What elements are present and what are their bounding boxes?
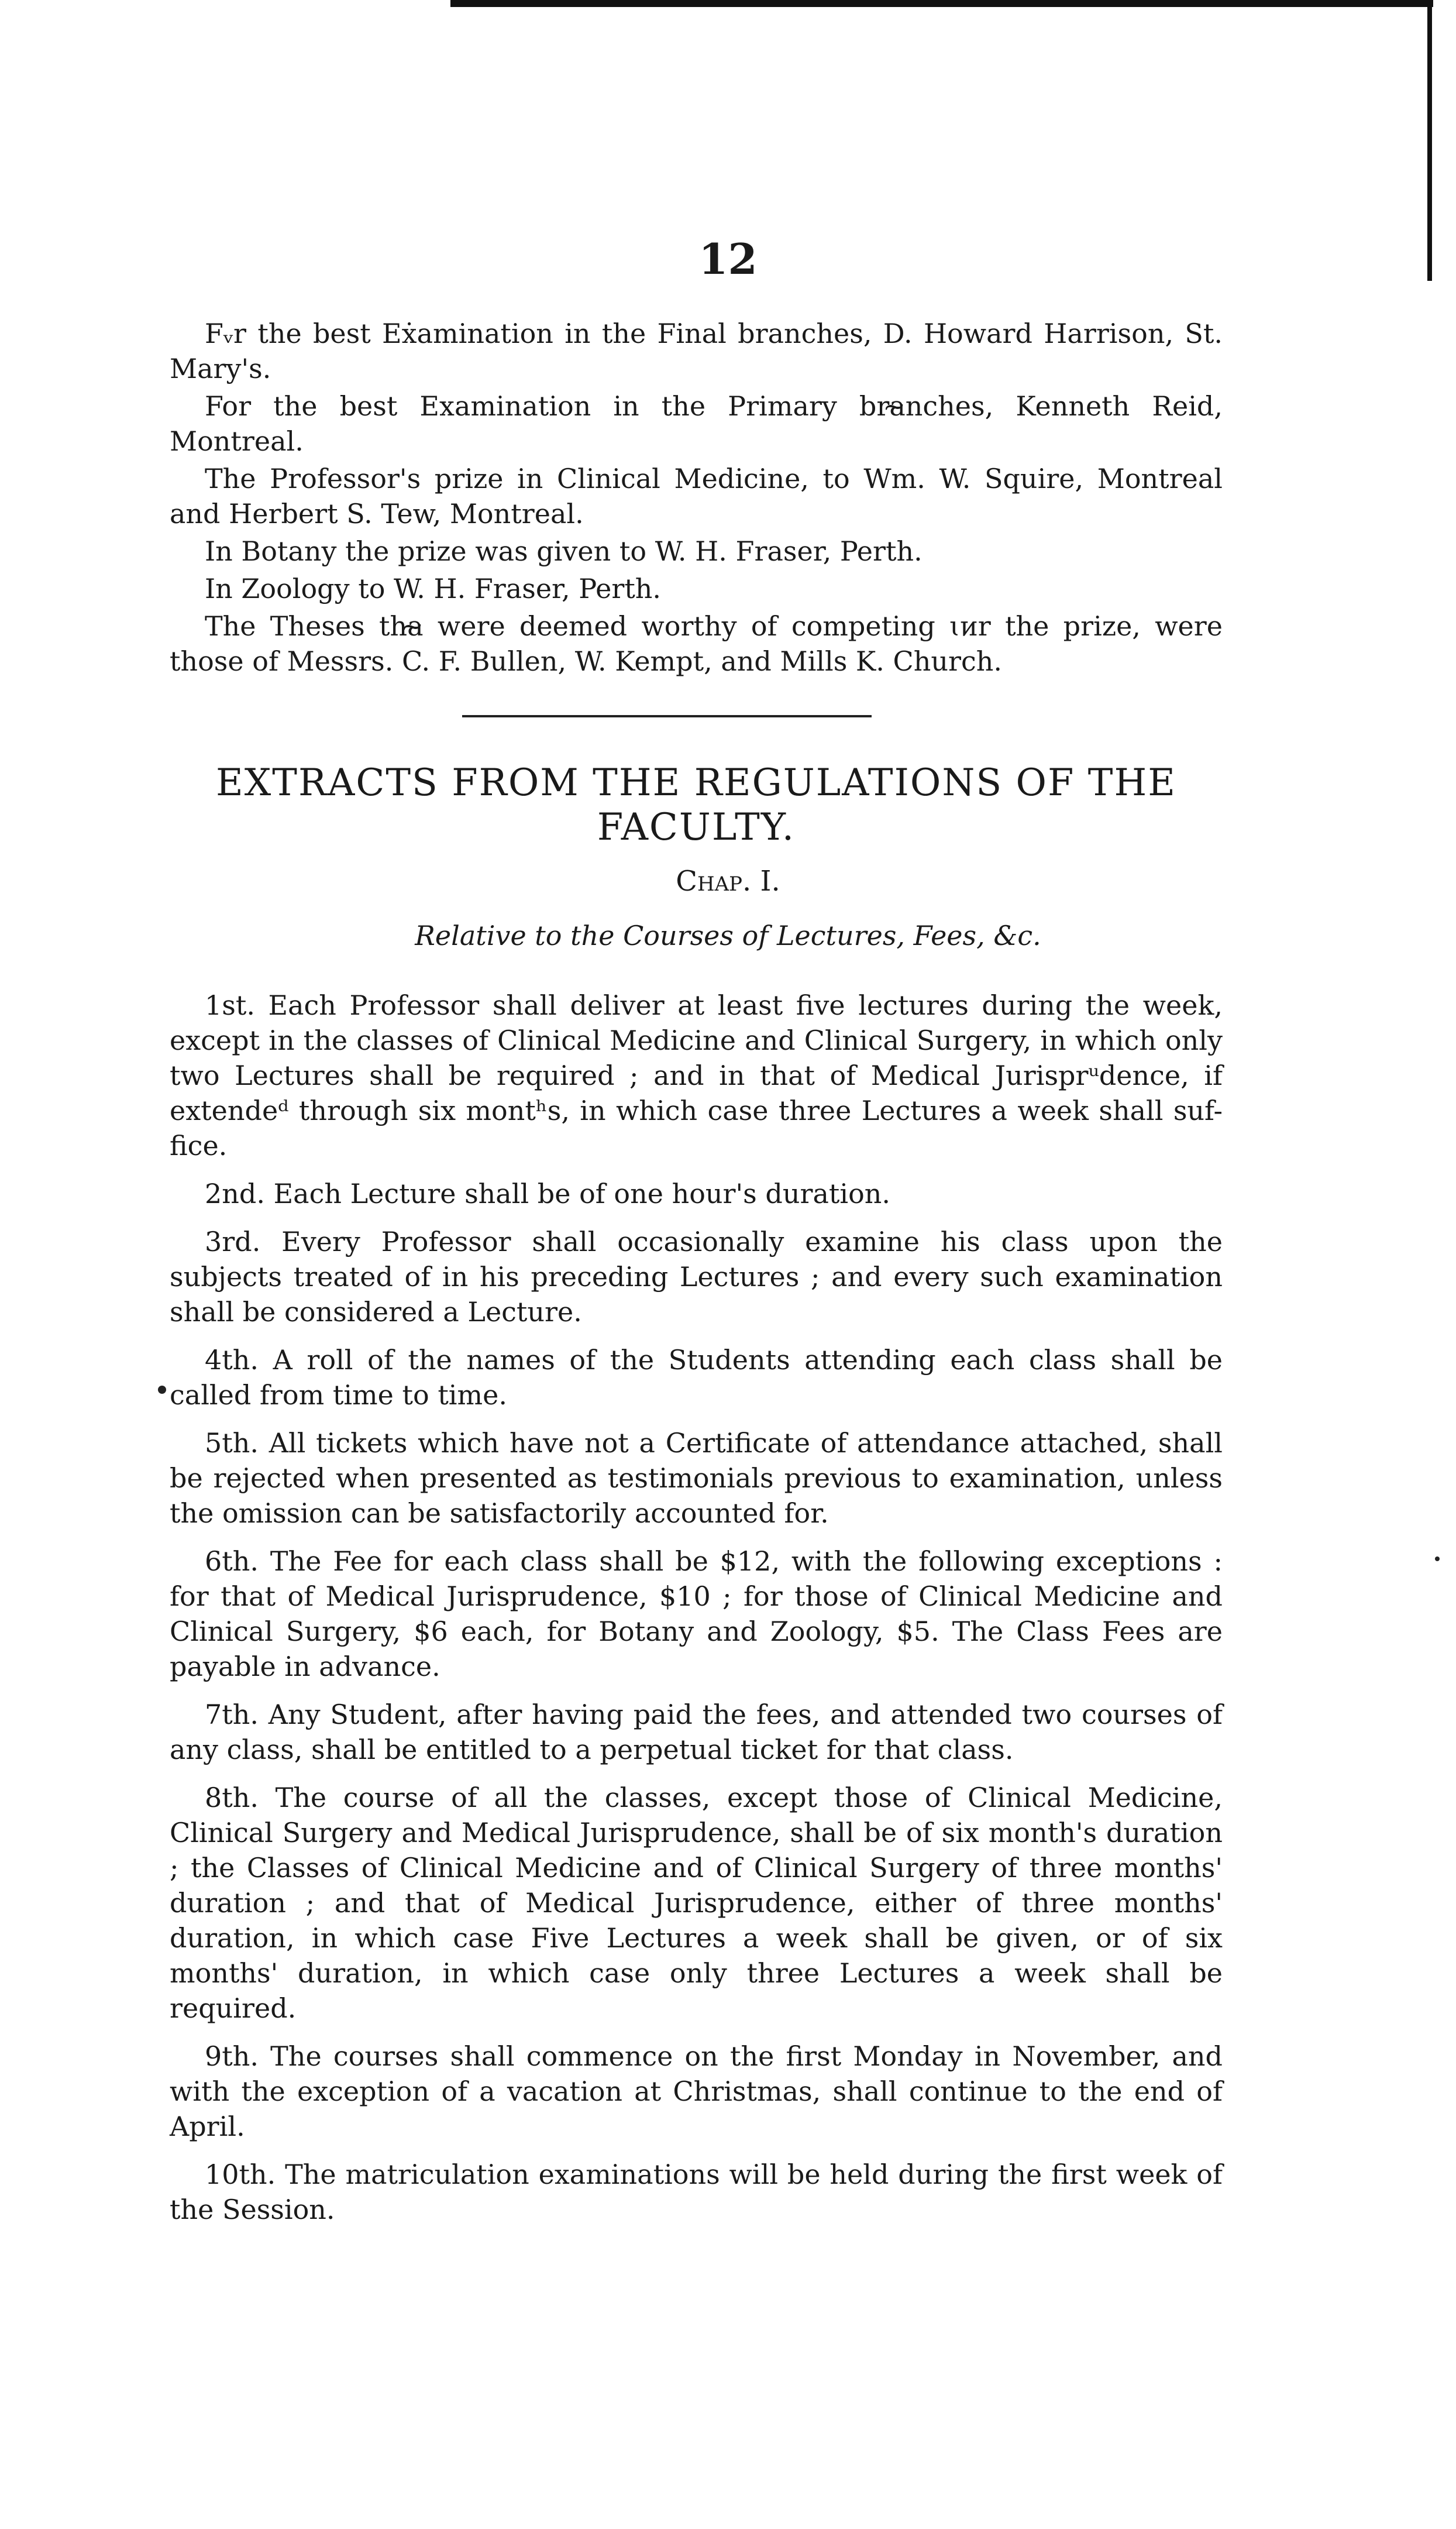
margin-dot [1435,1556,1440,1561]
regulation-1: 1st. Each Professor shall deliver at least five lectures during the week, except in the classes of Clinical Medicine and Clinical Surgery, in which only two Lectures shall be required ; and in that of Medical Jurisprᵘdence, if extendeᵈ through six montʰs, in which case three Lectures a week shall suf- fice. [170,989,1223,1162]
margin-mark [158,1386,166,1394]
chapter-subtitle: Relative to the Courses of Lectures, Fees, &c. [415,920,1041,951]
prize-clinical-medicine: The Professor's prize in Clinical Medicine, to Wm. W. Squire, Montreal and Herbert S. Tew, Montreal. [170,463,1223,530]
section-divider [462,715,872,717]
top-border-rule [450,0,1433,7]
regulation-5: 5th. All tickets which have not a Certificate of attendance attached, shall be rejected when presented as testimonials previous to examination, unless the omission can be satisfactorily accounted for. [170,1427,1223,1529]
regulation-9: 9th. The courses shall commence on the first Monday in November, and with the exception of a vacation at Christmas, shall continue to the end of April. [170,2040,1223,2142]
prize-final-branches: Fᵥr the best Eẋamination in the Final branches, D. Howard Harrison, St. Mary's. [170,318,1223,384]
page-number: 12 [698,234,758,284]
regulations-list [170,988,1223,2227]
prize-primary-branches: For the best Examination in the Primary bra̴nches, Kenneth Reid, Montreal. [170,390,1223,457]
section-heading: EXTRACTS FROM THE REGULATIONS OF THE FACULTY. [216,761,1176,849]
regulation-8: 8th. The course of all the classes, except those of Clinical Medicine, Clinical Surgery and Medical Jurisprudence, shall be of six month's duration ; the Classes of Clinical Medicine and of Clinical Surgery of three months' duration ; and that of Medical Jurisprudence, either of three months' duration, in which case Five Lectures a week shall be given, or of six months' duration, in which case only three Lectures a week shall be required. [170,1782,1223,2024]
regulation-7: 7th. Any Student, after having paid the fees, and attended two courses of any class, shall be entitled to a perpetual ticket for that class. [170,1699,1223,1765]
regulation-4: 4th. A roll of the names of the Students attending each class shall be called from time to time. [170,1344,1223,1411]
chapter-label: Chap. I. [676,865,780,898]
regulation-10: 10th. The matriculation examinations will be held during the first week of the Session. [170,2159,1223,2225]
regulation-6: 6th. The Fee for each class shall be $12, with the following exceptions : for that of Medical Jurisprudence, $10 ; for those of Clinical Medicine and Clinical Surgery, $6 each, for Botany and Zoology, $5. The Class Fees are payable in advance. [170,1545,1223,1682]
prize-zoology: In Zoology to W. H. Fraser, Perth. [205,573,662,604]
prize-list [170,316,1223,679]
regulation-2: 2nd. Each Lecture shall be of one hour's duration. [205,1178,891,1209]
prize-botany: In Botany the prize was given to W. H. Fraser, Perth. [205,535,923,567]
regulation-3: 3rd. Every Professor shall occasionally examine his class upon the subjects treated of in his preceding Lectures ; and every such examination shall be considered a Lecture. [170,1226,1223,1328]
prize-theses: The Theses tha̴ were deemed worthy of competing ɩᴎr the prize, were those of Messrs. C. F. Bullen, W. Kempt, and Mills K. Church. [170,610,1223,677]
